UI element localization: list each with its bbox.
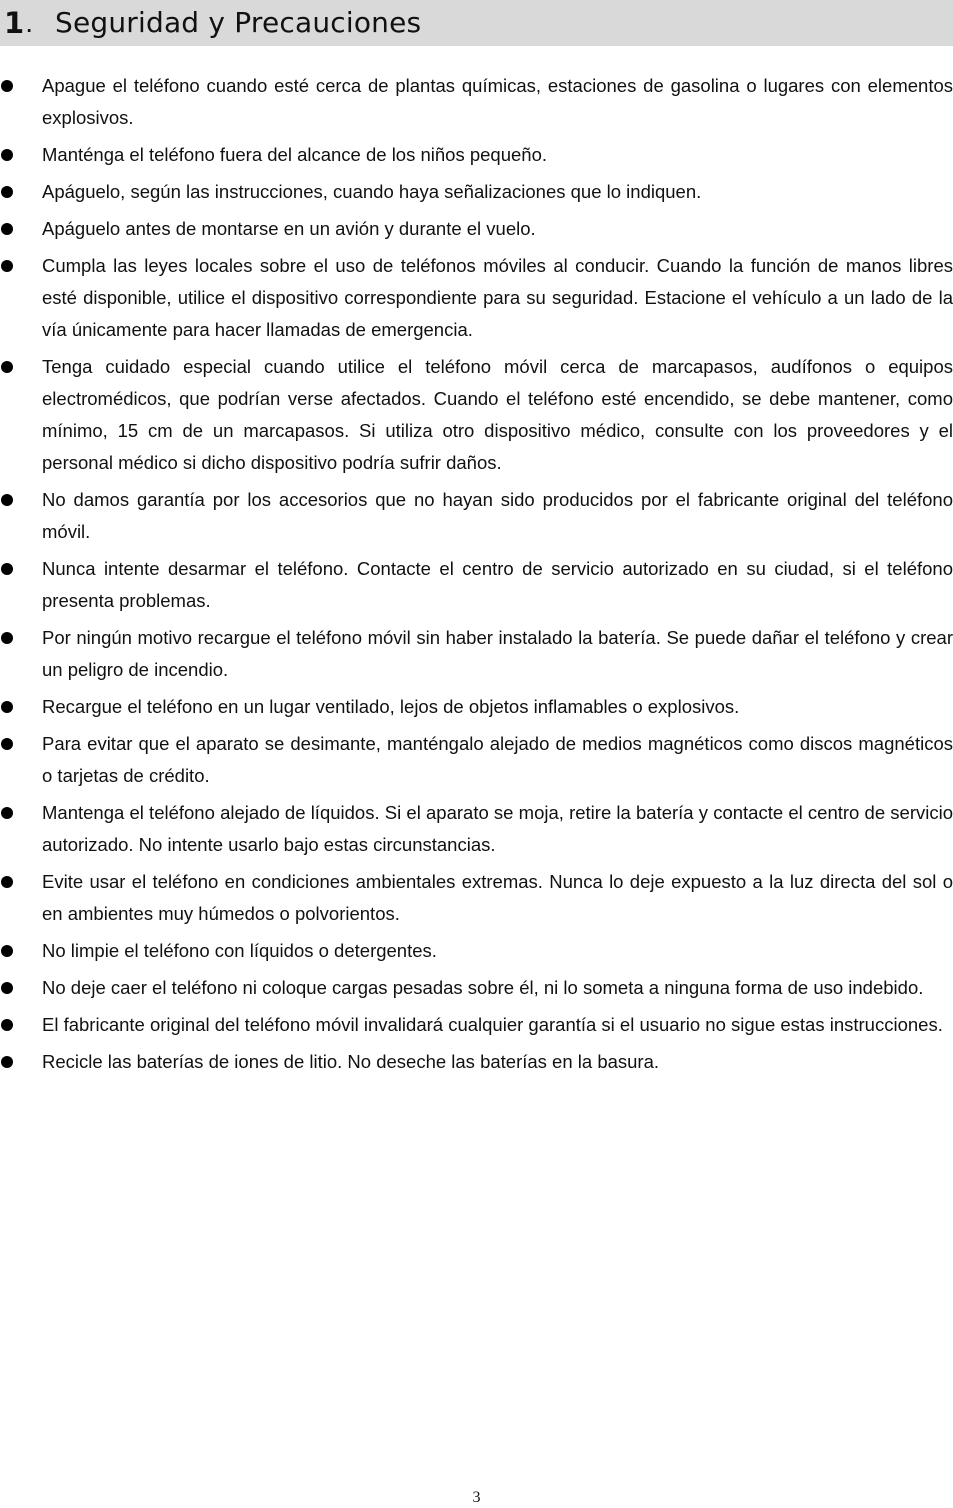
list-item — [0, 70, 953, 134]
bullet-icon — [1, 1056, 13, 1068]
bullet-icon — [1, 260, 13, 272]
section-separator: . — [25, 7, 33, 38]
list-item — [0, 797, 953, 861]
list-item-text: Por ningún motivo recargue el teléfono móvil sin haber instalado la batería. Se puede dañar el teléfono y crear un peligro de incendio. — [42, 627, 953, 680]
list-item — [0, 250, 953, 346]
list-item-text: Apague el teléfono cuando esté cerca de plantas químicas, estaciones de gasolina o lugares con elementos explosivos. — [42, 75, 953, 128]
list-item — [0, 553, 953, 617]
list-item-text: Manténga el teléfono fuera del alcance de los niños pequeño. — [42, 144, 548, 165]
bullet-icon — [1, 223, 13, 235]
section-title: Seguridad y Precauciones — [54, 6, 422, 39]
list-item-text: No limpie el teléfono con líquidos o detergentes. — [42, 940, 437, 961]
bullet-icon — [1, 494, 13, 506]
list-item-text: Mantenga el teléfono alejado de líquidos. Si el aparato se moja, retire la batería y contacte el centro de servicio autorizado. No intente usarlo bajo estas circunstancias. — [42, 802, 953, 855]
bullet-icon — [1, 701, 13, 713]
bullet-icon — [1, 563, 13, 575]
list-item — [0, 935, 953, 967]
list-item — [0, 972, 953, 1004]
list-item-text: Tenga cuidado especial cuando utilice el teléfono móvil cerca de marcapasos, audífonos o equipos electromédicos, que podrían verse afectados. Cuando el teléfono esté encendido, se debe mantener, como mínimo, 15 cm de un marcapasos. Si utiliza otro dispositivo médico, consulte con los proveedores y el personal médico si dicho dispositivo podría sufrir daños. — [42, 356, 953, 473]
bullet-icon — [1, 807, 13, 819]
bullet-icon — [1, 186, 13, 198]
bullet-icon — [1, 945, 13, 957]
list-item-text: No deje caer el teléfono ni coloque cargas pesadas sobre él, ni lo someta a ninguna forma de uso indebido. — [42, 977, 924, 998]
list-item-text: Apáguelo antes de montarse en un avión y durante el vuelo. — [42, 218, 536, 239]
list-item-text: Nunca intente desarmar el teléfono. Contacte el centro de servicio autorizado en su ciudad, si el teléfono presenta problemas. — [42, 558, 953, 611]
bullet-icon — [1, 149, 13, 161]
list-item — [0, 139, 953, 171]
list-item-text: El fabricante original del teléfono móvil invalidará cualquier garantía si el usuario no sigue estas instrucciones. — [42, 1014, 943, 1035]
bullet-icon — [1, 1019, 13, 1031]
list-item — [0, 1046, 953, 1078]
section-number: 1 — [4, 5, 25, 40]
list-item-text: Apáguelo, según las instrucciones, cuando haya señalizaciones que lo indiquen. — [42, 181, 702, 202]
list-item — [0, 728, 953, 792]
list-item — [0, 622, 953, 686]
list-item — [0, 691, 953, 723]
bullet-icon — [1, 738, 13, 750]
list-item — [0, 866, 953, 930]
bullet-icon — [1, 982, 13, 994]
safety-list — [0, 70, 953, 1083]
list-item — [0, 176, 953, 208]
list-item — [0, 484, 953, 548]
bullet-icon — [1, 80, 13, 92]
list-item — [0, 213, 953, 245]
bullet-icon — [1, 632, 13, 644]
list-item-text: Evite usar el teléfono en condiciones ambientales extremas. Nunca lo deje expuesto a la luz directa del sol o en ambientes muy húmedos o polvorientos. — [42, 871, 953, 924]
page-number: 3 — [472, 1489, 481, 1506]
list-item-text: No damos garantía por los accesorios que no hayan sido producidos por el fabricante original del teléfono móvil. — [42, 489, 953, 542]
list-item-text: Para evitar que el aparato se desimante, manténgalo alejado de medios magnéticos como discos magnéticos o tarjetas de crédito. — [42, 733, 953, 786]
list-item — [0, 1009, 953, 1041]
list-item-text: Recargue el teléfono en un lugar ventilado, lejos de objetos inflamables o explosivos. — [42, 696, 740, 717]
list-item-text: Recicle las baterías de iones de litio. No deseche las baterías en la basura. — [42, 1051, 660, 1072]
bullet-icon — [1, 361, 13, 373]
list-item — [0, 351, 953, 479]
section-heading — [0, 0, 953, 46]
list-item-text: Cumpla las leyes locales sobre el uso de teléfonos móviles al conducir. Cuando la función de manos libres esté disponible, utilice el dispositivo correspondiente para su seguridad. Estacione el vehículo a un lado de la vía únicamente para hacer llamadas de emergencia. — [42, 255, 953, 340]
bullet-icon — [1, 876, 13, 888]
